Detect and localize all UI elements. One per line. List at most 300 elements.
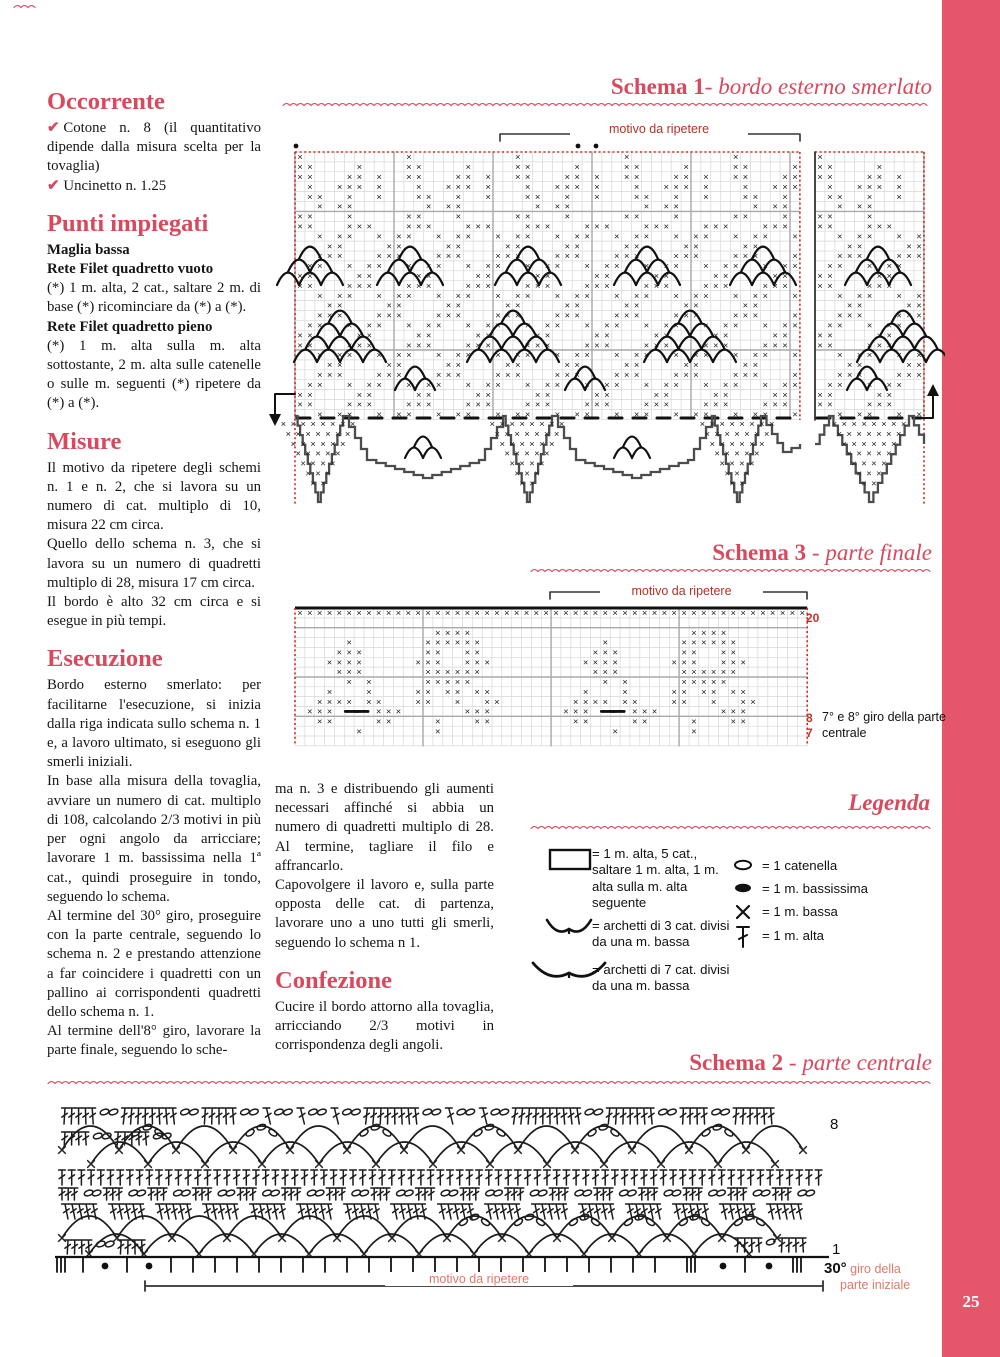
svg-text:×: × xyxy=(475,389,481,401)
svg-text:×: × xyxy=(671,696,677,708)
svg-text:×: × xyxy=(572,608,579,620)
svg-text:×: × xyxy=(544,280,551,292)
svg-text:×: × xyxy=(485,191,491,203)
svg-text:×: × xyxy=(722,330,729,342)
svg-text:×: × xyxy=(549,419,555,430)
svg-text:×: × xyxy=(693,310,699,322)
svg-text:×: × xyxy=(454,627,461,639)
svg-text:×: × xyxy=(713,389,719,401)
svg-text:×: × xyxy=(866,340,873,352)
svg-text:×: × xyxy=(325,428,331,440)
svg-text:×: × xyxy=(582,716,589,728)
svg-text:×: × xyxy=(866,261,873,273)
svg-text:×: × xyxy=(856,290,863,302)
svg-text:×: × xyxy=(663,181,670,193)
svg-text:×: × xyxy=(336,231,343,243)
svg-text:×: × xyxy=(752,360,759,371)
svg-text:×: × xyxy=(375,716,382,728)
svg-text:×: × xyxy=(592,647,599,659)
svg-text:×: × xyxy=(876,270,883,282)
svg-text:×: × xyxy=(534,448,540,460)
svg-text:×: × xyxy=(837,201,843,213)
svg-text:×: × xyxy=(871,438,877,450)
svg-text:×: × xyxy=(465,350,472,362)
svg-text:×: × xyxy=(455,201,462,213)
svg-text:×: × xyxy=(722,340,729,352)
legenda-item-text: = 1 catenella xyxy=(762,858,838,873)
svg-text:×: × xyxy=(594,330,600,342)
svg-text:×: × xyxy=(524,231,531,243)
svg-text:×: × xyxy=(465,290,472,302)
svg-text:×: × xyxy=(671,686,677,698)
svg-text:×: × xyxy=(280,419,287,430)
svg-text:×: × xyxy=(376,181,382,193)
svg-text:×: × xyxy=(435,379,442,391)
svg-text:×: × xyxy=(632,608,638,620)
svg-text:×: × xyxy=(315,468,321,480)
svg-text:×: × xyxy=(866,468,872,480)
svg-text:×: × xyxy=(691,726,697,738)
svg-text:×: × xyxy=(317,369,323,381)
svg-text:×: × xyxy=(681,677,687,689)
svg-text:×: × xyxy=(643,409,650,421)
svg-text:×: × xyxy=(464,637,471,649)
svg-text:×: × xyxy=(769,608,776,620)
svg-text:×: × xyxy=(681,686,687,698)
svg-text:×: × xyxy=(504,448,510,460)
svg-text:×: × xyxy=(782,181,788,193)
svg-text:×: × xyxy=(366,608,372,620)
svg-text:×: × xyxy=(307,399,313,411)
svg-text:×: × xyxy=(614,369,620,381)
svg-text:×: × xyxy=(582,706,589,718)
svg-text:×: × xyxy=(406,280,412,292)
svg-text:×: × xyxy=(386,310,392,322)
svg-text:×: × xyxy=(701,686,707,698)
svg-text:×: × xyxy=(325,448,331,460)
svg-text:×: × xyxy=(574,310,580,322)
svg-text:×: × xyxy=(435,667,441,679)
t-stitch-icon xyxy=(735,924,751,952)
svg-text:×: × xyxy=(297,152,303,164)
svg-text:×: × xyxy=(703,399,709,411)
svg-text:×: × xyxy=(494,696,500,708)
svg-text:×: × xyxy=(376,191,382,203)
svg-text:×: × xyxy=(856,181,863,193)
occorrente-item: ✔ Cotone n. 8 (il quantitativo dipende dalla misura scelta per la tovaglia) xyxy=(47,120,261,175)
svg-text:×: × xyxy=(762,399,769,411)
svg-text:×: × xyxy=(633,251,640,263)
svg-text:×: × xyxy=(346,261,353,273)
svg-text:×: × xyxy=(529,458,535,470)
svg-text:×: × xyxy=(495,369,501,381)
svg-text:×: × xyxy=(837,191,843,203)
svg-text:×: × xyxy=(425,330,432,342)
svg-text:×: × xyxy=(846,369,853,381)
svg-text:×: × xyxy=(504,608,510,620)
svg-text:×: × xyxy=(732,320,739,332)
svg-text:×: × xyxy=(416,270,422,282)
svg-text:×: × xyxy=(485,399,491,411)
svg-text:×: × xyxy=(704,428,711,440)
svg-text:×: × xyxy=(396,409,402,421)
svg-text:×: × xyxy=(602,696,609,708)
svg-text:×: × xyxy=(435,290,442,302)
svg-text:×: × xyxy=(837,290,843,302)
svg-text:×: × xyxy=(485,379,491,391)
svg-text:×: × xyxy=(856,409,863,421)
svg-text:×: × xyxy=(582,608,589,620)
svg-text:×: × xyxy=(464,706,471,718)
svg-text:×: × xyxy=(505,251,511,263)
svg-text:×: × xyxy=(703,290,709,302)
svg-text:×: × xyxy=(317,201,323,213)
svg-text:×: × xyxy=(495,350,501,362)
svg-text:×: × xyxy=(534,330,541,342)
svg-text:×: × xyxy=(856,468,862,480)
svg-text:×: × xyxy=(297,340,303,352)
svg-text:×: × xyxy=(544,270,551,282)
svg-text:×: × xyxy=(395,706,402,718)
svg-text:×: × xyxy=(574,300,580,312)
svg-text:×: × xyxy=(564,310,571,322)
svg-text:×: × xyxy=(866,280,873,292)
schema2-chart xyxy=(47,1088,933,1350)
svg-text:×: × xyxy=(827,320,833,332)
svg-text:×: × xyxy=(346,191,353,203)
svg-text:×: × xyxy=(866,399,873,411)
svg-text:×: × xyxy=(730,657,737,669)
svg-text:×: × xyxy=(691,637,697,649)
svg-text:×: × xyxy=(455,211,462,223)
svg-text:×: × xyxy=(326,360,333,371)
svg-text:×: × xyxy=(752,251,759,263)
svg-text:×: × xyxy=(633,300,640,312)
svg-text:×: × xyxy=(792,369,798,381)
svg-text:×: × xyxy=(515,152,521,164)
svg-text:×: × xyxy=(663,221,670,233)
svg-text:×: × xyxy=(762,221,769,233)
misure-p: Quello dello schema n. 3, che si lavora su un numero di quadretti multiplo di 28, misura 17 cm circa. xyxy=(47,536,261,591)
svg-text:×: × xyxy=(336,360,343,371)
svg-text:×: × xyxy=(722,270,729,282)
svg-text:×: × xyxy=(524,340,531,352)
svg-text:×: × xyxy=(584,221,590,233)
svg-text:×: × xyxy=(772,201,778,213)
svg-text:×: × xyxy=(691,647,697,659)
svg-text:×: × xyxy=(515,162,521,174)
svg-text:×: × xyxy=(515,251,521,263)
svg-text:×: × xyxy=(719,438,725,450)
svg-text:×: × xyxy=(574,350,580,362)
svg-text:×: × xyxy=(564,369,571,381)
svg-text:×: × xyxy=(307,389,313,401)
svg-text:×: × xyxy=(703,181,709,193)
svg-text:×: × xyxy=(346,409,353,421)
svg-text:×: × xyxy=(837,251,843,263)
svg-text:×: × xyxy=(415,686,421,698)
svg-text:×: × xyxy=(641,706,648,718)
svg-text:×: × xyxy=(846,448,852,460)
svg-text:×: × xyxy=(714,448,720,460)
svg-text:×: × xyxy=(663,379,670,391)
svg-text:×: × xyxy=(544,261,551,273)
svg-text:×: × xyxy=(604,399,610,411)
svg-text:×: × xyxy=(752,409,759,421)
svg-text:×: × xyxy=(499,438,506,450)
svg-text:×: × xyxy=(759,438,765,450)
svg-text:×: × xyxy=(366,340,373,352)
svg-text:×: × xyxy=(524,172,531,183)
svg-text:×: × xyxy=(484,686,490,698)
svg-text:×: × xyxy=(574,231,580,243)
svg-text:×: × xyxy=(602,677,609,689)
svg-text:×: × xyxy=(713,340,719,352)
svg-text:×: × xyxy=(464,657,471,669)
svg-text:×: × xyxy=(415,696,421,708)
svg-text:×: × xyxy=(866,231,873,243)
svg-text:×: × xyxy=(455,251,462,263)
svg-text:×: × xyxy=(366,280,373,292)
svg-text:×: × xyxy=(455,369,462,381)
svg-text:×: × xyxy=(614,350,620,362)
svg-text:×: × xyxy=(475,330,481,342)
svg-text:×: × xyxy=(632,696,638,708)
svg-text:×: × xyxy=(346,201,353,213)
svg-text:×: × xyxy=(792,172,798,183)
svg-text:×: × xyxy=(435,251,442,263)
svg-text:×: × xyxy=(817,340,823,352)
svg-text:×: × xyxy=(336,350,343,362)
svg-text:×: × xyxy=(643,201,650,213)
svg-text:×: × xyxy=(474,706,480,718)
svg-text:×: × xyxy=(754,428,760,440)
svg-text:×: × xyxy=(732,350,739,362)
svg-text:×: × xyxy=(515,310,521,322)
svg-text:×: × xyxy=(604,389,610,401)
svg-text:×: × xyxy=(425,389,432,401)
svg-text:×: × xyxy=(622,677,628,689)
svg-text:×: × xyxy=(395,608,402,620)
svg-text:×: × xyxy=(673,231,679,243)
svg-text:×: × xyxy=(553,428,560,440)
svg-text:×: × xyxy=(762,379,769,391)
svg-text:×: × xyxy=(320,419,326,430)
svg-text:×: × xyxy=(515,241,521,253)
svg-text:×: × xyxy=(554,181,561,193)
svg-text:×: × xyxy=(416,330,422,342)
schema2-row-8: 8 xyxy=(830,1116,839,1133)
svg-text:×: × xyxy=(614,379,620,391)
svg-text:×: × xyxy=(841,438,848,450)
svg-text:×: × xyxy=(827,211,833,223)
svg-text:×: × xyxy=(554,261,561,273)
svg-text:×: × xyxy=(509,419,515,430)
svg-text:×: × xyxy=(346,677,352,689)
svg-text:×: × xyxy=(782,221,788,233)
svg-text:×: × xyxy=(632,706,638,718)
svg-text:×: × xyxy=(295,448,301,460)
svg-text:×: × xyxy=(544,389,551,401)
svg-text:×: × xyxy=(827,172,833,183)
svg-text:×: × xyxy=(524,261,531,273)
svg-text:×: × xyxy=(300,438,306,450)
svg-text:×: × xyxy=(713,270,719,282)
schema3-note: 7° e 8° giro della parte centrale xyxy=(822,710,946,740)
svg-text:×: × xyxy=(356,221,363,233)
svg-text:×: × xyxy=(444,608,451,620)
svg-text:×: × xyxy=(643,340,650,352)
svg-text:×: × xyxy=(740,716,746,728)
svg-text:×: × xyxy=(866,181,873,193)
svg-text:×: × xyxy=(876,389,883,401)
svg-text:×: × xyxy=(612,726,618,738)
svg-text:×: × xyxy=(693,409,699,421)
svg-text:×: × xyxy=(366,677,372,689)
svg-text:×: × xyxy=(623,172,630,183)
svg-text:×: × xyxy=(435,350,442,362)
svg-text:×: × xyxy=(663,399,670,411)
svg-text:×: × xyxy=(385,716,392,728)
middle-column xyxy=(275,780,494,1055)
svg-text:×: × xyxy=(534,340,541,352)
svg-text:×: × xyxy=(574,369,580,381)
svg-text:×: × xyxy=(633,409,640,421)
svg-text:×: × xyxy=(876,221,883,233)
svg-text:×: × xyxy=(720,667,727,679)
svg-text:×: × xyxy=(396,350,402,362)
svg-text:×: × xyxy=(866,201,873,213)
svg-text:×: × xyxy=(336,657,343,669)
svg-text:×: × xyxy=(464,667,471,679)
svg-text:×: × xyxy=(730,686,737,698)
svg-text:×: × xyxy=(416,172,422,183)
svg-text:×: × xyxy=(612,647,618,659)
svg-text:×: × xyxy=(896,181,902,193)
svg-text:×: × xyxy=(724,428,730,440)
svg-text:×: × xyxy=(307,270,313,282)
svg-text:×: × xyxy=(713,399,719,411)
svg-text:×: × xyxy=(714,428,720,440)
svg-text:×: × xyxy=(455,350,462,362)
svg-text:×: × xyxy=(435,409,442,421)
svg-text:×: × xyxy=(896,172,902,183)
svg-text:×: × xyxy=(356,162,363,174)
svg-text:×: × xyxy=(356,330,363,342)
svg-text:×: × xyxy=(699,419,706,430)
svg-text:×: × xyxy=(710,686,717,698)
svg-text:×: × xyxy=(673,369,679,381)
svg-text:×: × xyxy=(752,310,759,322)
svg-text:×: × xyxy=(886,428,892,440)
svg-text:×: × xyxy=(673,409,679,421)
svg-text:×: × xyxy=(564,241,571,253)
svg-text:×: × xyxy=(539,419,545,430)
svg-text:×: × xyxy=(772,340,778,352)
svg-text:×: × xyxy=(732,290,739,302)
svg-text:×: × xyxy=(876,448,882,460)
svg-text:×: × xyxy=(396,369,402,381)
svg-text:×: × xyxy=(851,438,857,450)
svg-text:×: × xyxy=(474,637,480,649)
svg-text:×: × xyxy=(653,221,660,233)
svg-text:×: × xyxy=(406,172,412,183)
svg-text:×: × xyxy=(310,478,316,490)
svg-text:×: × xyxy=(445,181,452,193)
svg-text:×: × xyxy=(396,360,402,371)
svg-text:×: × xyxy=(592,667,599,679)
svg-text:×: × xyxy=(564,172,571,183)
svg-text:×: × xyxy=(653,340,660,352)
svg-text:×: × xyxy=(643,221,650,233)
svg-text:×: × xyxy=(633,241,640,253)
svg-text:×: × xyxy=(454,667,461,679)
svg-text:×: × xyxy=(290,419,297,430)
svg-text:×: × xyxy=(297,211,303,223)
svg-text:×: × xyxy=(779,608,786,620)
svg-text:×: × xyxy=(465,181,472,193)
svg-text:×: × xyxy=(307,162,313,174)
svg-text:×: × xyxy=(740,608,746,620)
svg-text:×: × xyxy=(445,251,452,263)
svg-text:×: × xyxy=(534,191,541,203)
svg-text:×: × xyxy=(509,458,515,470)
svg-text:×: × xyxy=(693,350,699,362)
svg-text:×: × xyxy=(475,270,481,282)
svg-text:×: × xyxy=(406,290,412,302)
svg-text:×: × xyxy=(594,172,600,183)
svg-text:×: × xyxy=(375,706,382,718)
svg-text:×: × xyxy=(633,181,640,193)
esecuzione-p: Al termine dell'8° giro, lavorare la parte finale, seguendo lo sche- xyxy=(47,1023,261,1059)
svg-text:×: × xyxy=(515,300,521,312)
svg-text:×: × xyxy=(703,350,709,362)
svg-text:×: × xyxy=(841,419,848,430)
svg-text:×: × xyxy=(485,280,491,292)
svg-text:×: × xyxy=(366,686,372,698)
svg-text:×: × xyxy=(435,657,441,669)
svg-text:×: × xyxy=(534,221,541,233)
svg-text:×: × xyxy=(594,280,600,292)
svg-text:×: × xyxy=(896,320,902,332)
svg-text:×: × xyxy=(297,221,303,233)
svg-text:×: × xyxy=(916,409,922,421)
svg-text:×: × xyxy=(592,696,599,708)
svg-text:×: × xyxy=(886,379,893,391)
svg-text:×: × xyxy=(574,290,580,302)
svg-text:×: × xyxy=(455,310,462,322)
svg-text:×: × xyxy=(594,221,600,233)
svg-text:×: × xyxy=(544,448,550,460)
svg-text:×: × xyxy=(846,251,853,263)
svg-text:×: × xyxy=(366,320,373,332)
svg-text:×: × xyxy=(709,438,716,450)
page-number: 25 xyxy=(962,1292,980,1311)
svg-text:×: × xyxy=(455,409,462,421)
svg-text:×: × xyxy=(729,438,735,450)
svg-text:×: × xyxy=(346,647,352,659)
svg-text:×: × xyxy=(356,181,363,193)
svg-text:×: × xyxy=(435,647,441,659)
svg-text:×: × xyxy=(623,310,630,322)
svg-text:×: × xyxy=(881,458,887,470)
svg-text:×: × xyxy=(574,241,580,253)
svg-text:×: × xyxy=(475,221,481,233)
svg-text:×: × xyxy=(789,608,796,620)
svg-text:×: × xyxy=(772,389,778,401)
svg-text:×: × xyxy=(320,478,326,490)
svg-text:×: × xyxy=(673,320,679,332)
